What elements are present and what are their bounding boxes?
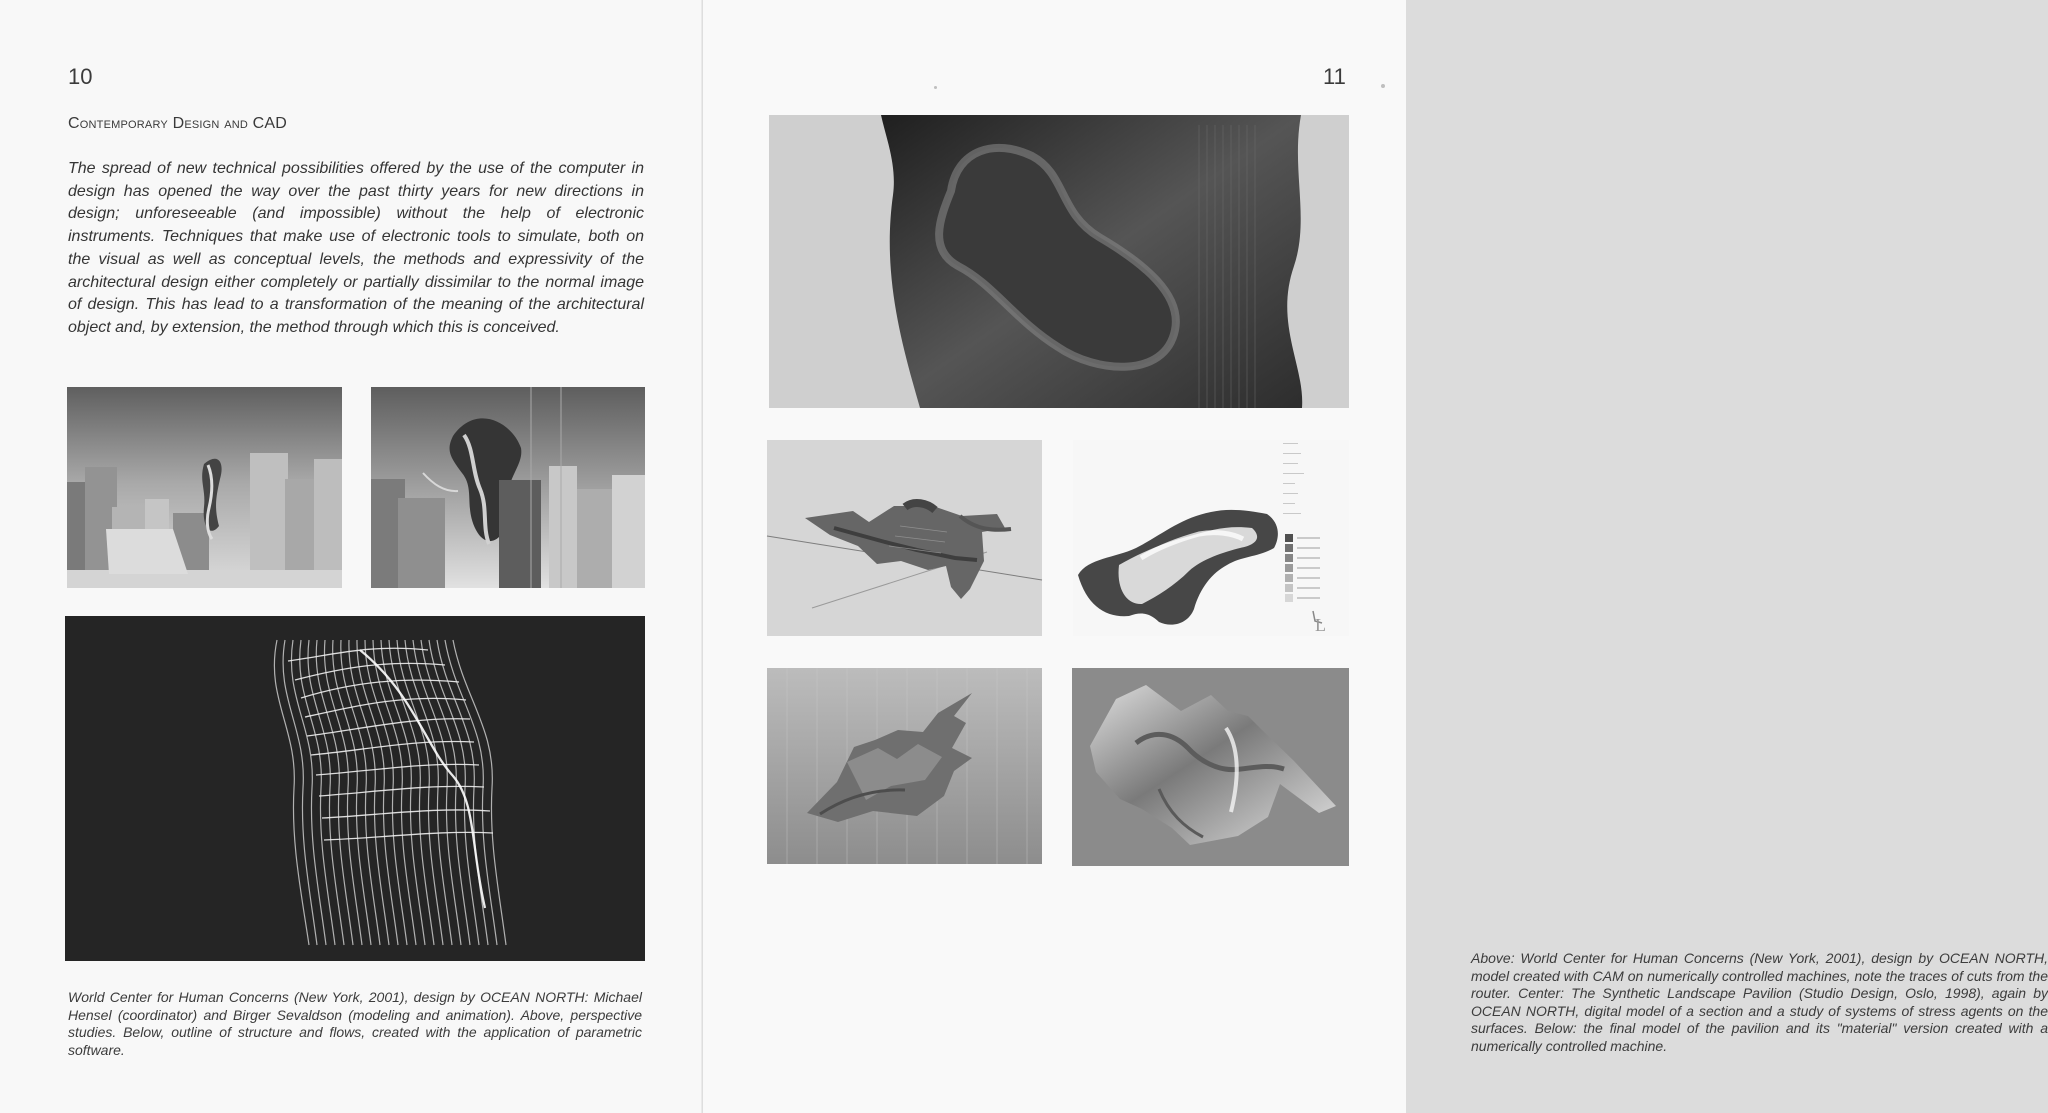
section-title: Contemporary Design and CAD [68,115,288,132]
svg-text:───────: ─────── [1283,471,1305,477]
left-page-caption: World Center for Human Concerns (New York, 2001), design by OCEAN NORTH: Michael Hensel (coordinator) and Birger Sevaldson (modeling and animation). Above, perspective studies. Below, outline of structure and flows, created with the application of parametric software. [68,989,642,1058]
city-perspective-right-image [371,387,645,588]
right-page-caption: Above: World Center for Human Concerns (New York, 2001), design by OCEAN NORTH, model created with CAM on numerically controlled machines, note the traces of cuts from the router. Center: The Synthetic Landscape Pavilion (Studio Design, Oslo, 1998), again by OCEAN NORTH, digital model of a section and a study of systems of stress agents on the surfaces. Below: the final model of the pavilion and its "material" version created with a numerically controlled machine. [1471,950,2048,1054]
city-perspective-figure-left [67,387,342,588]
stress-analysis-figure [1073,440,1349,636]
left-page-number: 10 [68,64,93,89]
svg-text:──────: ────── [1283,511,1302,517]
svg-text:─────: ───── [1283,441,1299,447]
svg-text:────: ──── [1283,501,1296,507]
svg-text:─────: ───── [1283,491,1299,497]
right-page-number: 11 [1323,64,1346,89]
paper-speck [1381,84,1385,88]
svg-text:──────: ────── [1283,451,1302,457]
city-perspective-left-image [67,387,342,588]
parametric-wireframe-image [65,616,645,961]
router-cut-model-figure [769,115,1349,408]
parametric-structure-figure [65,616,645,961]
pavilion-material-model-figure [1072,668,1349,866]
stress-analysis-image [1073,440,1349,636]
paper-mark: L [1315,615,1326,635]
svg-text:────: ──── [1283,481,1296,487]
paper-speck [934,86,937,89]
intro-paragraph: The spread of new technical possibilities offered by the use of the computer in design has opened the way over the past thirty years for new directions in design; unforeseeable (and impossible) without the help of electronic instruments. Techniques that make use of electronic tools to simulate, both on the visual as well as conceptual levels, the methods and expressivity of the architectural design either completely or partially dissimilar to the normal image of design. This has lead to a transformation of the meaning of the architectural object and, by extension, the method through which this is conceived. [68,160,644,336]
router-cut-model-image [769,115,1349,408]
city-perspective-figure-right [371,387,645,588]
pavilion-final-digital-image [767,668,1042,864]
pavilion-material-model-image [1072,668,1349,866]
pavilion-final-digital-figure [767,668,1042,864]
pavilion-section-figure [767,440,1042,636]
svg-text:─────: ───── [1283,461,1299,467]
left-page [0,0,703,1113]
right-page [703,0,2048,1113]
pavilion-section-image [767,440,1042,636]
